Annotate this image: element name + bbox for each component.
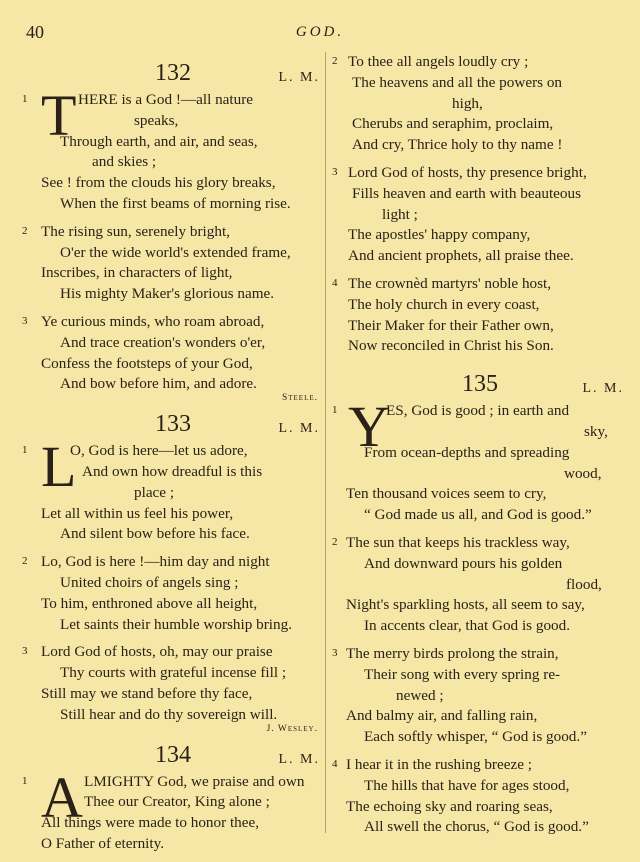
verse-line: The heavens and all the powers on [352,73,563,91]
verse-number: 1 [22,774,28,787]
stanza [22,434,324,545]
hymn-134-continued [332,52,628,357]
stanza [22,764,324,855]
verse-line: And silent bow before his face. [60,525,250,543]
verse-line: Inscribes, in characters of light, [41,264,233,282]
verse-line: Lord God of hosts, thy presence bright, [348,163,587,181]
stanza [332,52,628,156]
verse-line: And ancient prophets, all praise thee. [348,247,574,265]
hymn-meter: L. M. [582,381,624,397]
verse-line: HERE is a God !—all nature [78,91,254,108]
verse-line: Each softly whisper, “ God is good.” [364,728,587,746]
verse-number: 2 [332,55,338,67]
drop-cap: T [41,83,77,148]
stanza [22,222,324,305]
verse-line: and skies ; [92,153,157,171]
verse-line: Cherubs and seraphim, proclaim, [352,115,554,133]
verse-line: When the first beams of morning rise. [60,194,291,212]
verse-line: From ocean-depths and spreading [364,443,570,461]
hymn-133 [22,411,324,733]
verse-line: Let all within us feel his power, [41,504,234,522]
verse-line: Ye curious minds, who roam abroad, [41,312,265,330]
verse-line: Lord God of hosts, oh, may our praise [41,643,273,661]
verse-line: light ; [382,205,418,223]
verse-line: And own how dreadful is this [82,462,263,480]
verse-number: 2 [22,555,28,568]
verse-line: ES, God is good ; in earth and [386,402,570,420]
verse-line: And downward pours his golden [364,554,563,572]
running-head: GOD. [295,24,345,40]
stanza [332,163,628,267]
stanza [332,755,628,838]
verse-line: The crownèd martyrs' noble host, [348,274,552,292]
verse-line: To thee all angels loudly cry ; [348,53,529,70]
verse-line: And trace creation's wonders o'er, [60,333,266,351]
verse-line: place ; [134,483,175,501]
verse-line: United choirs of angels sing ; [60,573,239,591]
verse-number: 3 [332,165,338,178]
verse-line: The hills that have for ages stood, [364,776,570,794]
verse-line: Confess the footsteps of your God, [41,354,253,372]
stanza [22,312,324,395]
stanza [332,394,628,526]
verse-line: His mighty Maker's glorious name. [60,285,275,303]
verse-number: 1 [332,404,338,417]
verse-line: The apostles' happy company, [348,226,531,244]
verse-line: O'er the wide world's extended frame, [60,243,291,261]
verse-line: The merry birds prolong the strain, [346,644,559,662]
verse-line: “ God made us all, and God is good.” [364,506,592,524]
verse-line: high, [452,94,483,112]
verse-number: 4 [332,276,338,289]
stanza [332,533,628,637]
verse-line: Still may we stand before thy face, [41,684,253,702]
verse-line: And bow before him, and adore. [60,375,257,393]
verse-number: 3 [22,645,28,658]
verse-number: 2 [332,535,338,548]
hymn-attribution: J. Wesley. [266,723,318,734]
hymn-135 [332,371,628,838]
verse-line: And balmy air, and falling rain, [346,707,538,725]
verse-line: Still hear and do thy sovereign will. [60,705,278,723]
hymn-number: 133 [155,411,191,438]
verse-line: Now reconciled in Christ his Son. [348,337,554,355]
verse-line: Lo, God is here !—him day and night [41,553,270,571]
stanza [22,83,324,215]
verse-line: LMIGHTY God, we praise and own [84,772,305,790]
right-column [332,52,628,838]
verse-line: O, God is here—let us adore, [70,442,248,460]
verse-line: Thee our Creator, King alone ; [84,793,270,811]
verse-line: See ! from the clouds his glory breaks, [41,174,276,192]
left-column [22,60,324,862]
verse-number: 2 [22,224,28,237]
verse-line: Thy courts with grateful incense fill ; [60,664,287,682]
verse-line: All things were made to honor thee, [41,814,260,832]
hymn-132 [22,60,324,403]
verse-line: Their Maker for their Father own, [348,316,554,334]
stanza [22,642,324,725]
hymn-meter: L. M. [278,421,320,437]
drop-cap: Y [348,394,390,460]
verse-line: And cry, Thrice holy to thy name ! [352,136,563,154]
stanza [22,552,324,635]
verse-line: The holy church in every coast, [348,295,540,313]
verse-line: speaks, [134,111,179,129]
hymn-number: 135 [462,371,498,398]
verse-line: I hear it in the rushing breeze ; [346,755,532,773]
verse-line: newed ; [396,686,444,704]
verse-line: All swell the chorus, “ God is good.” [364,818,589,836]
stanza [332,274,628,357]
hymn-attribution: Steele. [281,393,318,404]
hymn-meter: L. M. [278,751,320,767]
verse-line: Fills heaven and earth with beauteous [352,184,582,202]
hymn-number: 134 [155,741,191,768]
verse-number: 1 [22,444,28,457]
verse-line: In accents clear, that God is good. [364,617,571,635]
verse-line: Let saints their humble worship bring. [60,615,292,633]
verse-line: The rising sun, serenely bright, [41,222,230,240]
verse-number: 1 [22,93,28,105]
hymn-134 [22,742,324,855]
verse-line: The echoing sky and roaring seas, [346,797,553,815]
verse-line: O Father of eternity. [41,834,165,852]
verse-line: flood, [566,575,602,593]
verse-line: Ten thousand voices seem to cry, [346,485,547,503]
verse-line: To him, enthroned above all height, [41,594,258,612]
verse-number: 4 [332,757,338,770]
stanza [332,644,628,748]
verse-line: Night's sparkling hosts, all seem to say, [346,596,585,614]
verse-line: The sun that keeps his trackless way, [346,533,570,551]
hymn-meter: L. M. [278,70,320,85]
drop-cap: L [41,434,77,500]
column-divider [325,52,326,833]
page-number: 40 [26,22,44,42]
verse-number: 3 [22,314,28,327]
verse-line: sky, [584,422,608,440]
hymn-number: 132 [155,60,191,86]
verse-line: wood, [564,464,602,482]
verse-line: Their song with every spring re- [364,665,561,683]
verse-number: 3 [332,646,338,659]
drop-cap: A [41,764,83,830]
verse-line: Through earth, and air, and seas, [60,132,258,150]
